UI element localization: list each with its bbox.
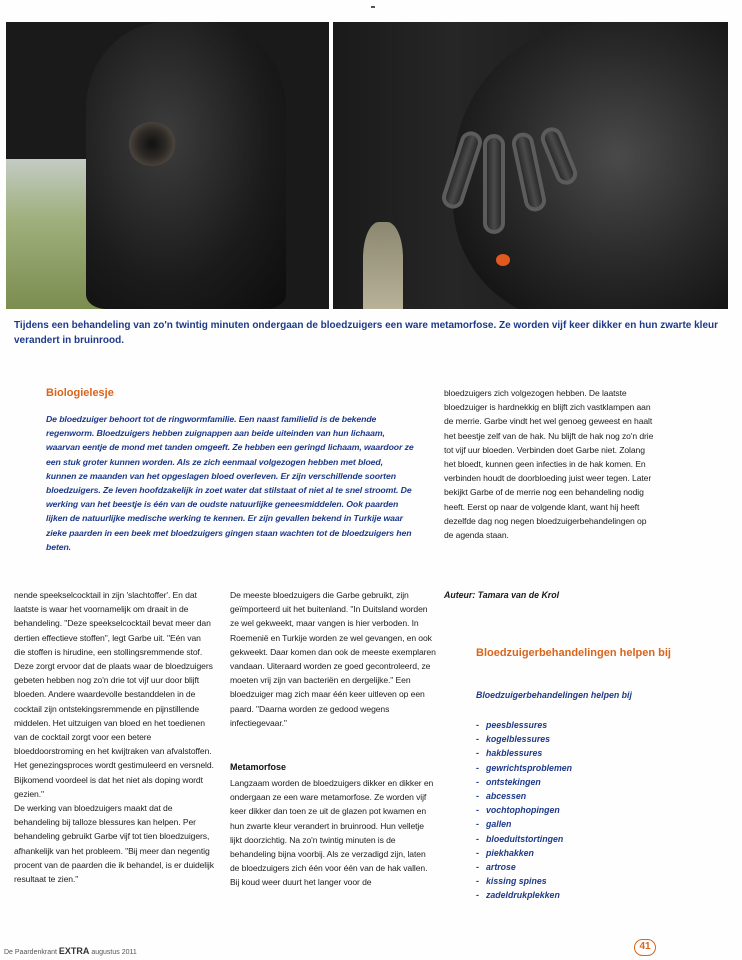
sidebar-bio-title: Biologielesje	[46, 387, 114, 399]
list-item: - piekhakken	[476, 847, 534, 858]
column-2-paragraph-1: De meeste bloedzuigers die Garbe gebruikt, zijn geïmporteerd uit het buitenland. "In Duitsland worden ze wel gekweekt, maar vangen is hier verboden. In Roemenië en Turkije worden ze wel gevangen, en ook gekweekt. Daar komen dan ook de meeste exemplaren vandaan. Uiteraard worden ze goed gecontroleerd, ze moeten vrij zijn van bacteriën en dergelijke." Een bloedzuiger mag zich maar één keer uitleven op een paard. "Daarna worden ze gedood wegens infectiegevaar."	[230, 590, 436, 728]
box-intro: Bloedzuigerbehandelingen helpen bij	[476, 690, 632, 700]
column-2-paragraph-2: Langzaam worden de bloedzuigers dikker en dikker en ondergaan ze een ware metamorfose. Ze worden vijf keer dikker dan toen ze uit de glazen pot kwamen en hun zwarte kleur verandert in bruinrood. Hun velletje lijkt doorzichtig. Na zo'n twintig minuten is de behandeling bijna voorbij. Als ze verzadigd zijn, laten de bloedzuigers zich één voor één van de hak vallen. Bij koud weer duurt het langer voor de	[230, 778, 434, 888]
list-item: - ontstekingen	[476, 776, 541, 787]
column-1-paragraph-2: De werking van bloedzuigers maakt dat de behandeling bij talloze blessures kan helpen. Per behandeling gebruikt Garbe vijf tot tien bloedzuigers, afhankelijk van het probleem. "Bij meer dan negentig procent van de paarden die ik behandel, is er duidelijk resultaat te zien."	[14, 803, 214, 885]
subheading-metamorfose: Metamorfose	[230, 762, 287, 772]
list-item: - vochtophopingen	[476, 805, 560, 816]
article-column-1	[14, 588, 214, 886]
list-item: - gewrichtsproblemen	[476, 762, 573, 773]
leech-2	[483, 134, 505, 234]
list-item: - gallen	[476, 819, 512, 830]
photo-wound	[128, 122, 176, 166]
footer-magazine: De Paardenkrant	[4, 949, 57, 956]
page-number: 41	[634, 939, 656, 956]
photo-horse-leg	[86, 22, 286, 309]
list-item: - artrose	[476, 862, 516, 873]
footer-extra: EXTRA	[58, 946, 90, 956]
photo-leeches-on-horse	[333, 22, 728, 309]
list-item: - bloeduitstortingen	[476, 833, 564, 844]
footer-date: augustus 2011	[91, 949, 137, 956]
list-item: - zadeldrukplekken	[476, 890, 560, 901]
article-column-2	[230, 588, 436, 730]
page-footer	[4, 946, 137, 956]
top-mark	[371, 6, 375, 8]
blood-drop	[496, 254, 510, 266]
list-item: - abcessen	[476, 791, 527, 802]
column-1-paragraph-1: nende speekselcocktail in zijn 'slachtoffer'. En dat laatste is waar het voornamelijk om draait in de behandeling. "Deze speekselcocktail bevat meer dan dertien effectieve stoffen", legt Garbe uit. "Eén van die stoffen is hirudine, een stollingsremmende stof. Deze zorgt ervoor dat de plaats waar de bloedzuigers gebeten hebben nog zo'n drie tot vijf uur door blijft bloeden. Andere waardevolle bestanddelen in de cocktail zijn ontstekingsremmende en pijnstillende middelen. Het uitzuigen van bloed en het toedienen van de cocktail zorgt voor een betere bloeddoorstroming en het kwijtraken van afvalstoffen. Het genezingsproces wordt gestimuleerd en versneld. Bijkomend voordeel is dat het niet als doping wordt gezien."	[14, 590, 214, 799]
photo-horse-leg-wound	[6, 22, 329, 309]
photo-background-object	[363, 222, 403, 309]
list-item: - kogelblessures	[476, 734, 551, 745]
photo-caption: Tijdens een behandeling van zo'n twintig minuten ondergaan de bloedzuigers een ware metamorfose. Ze worden vijf keer dikker en hun zwarte kleur verandert in bruinrood.	[14, 320, 719, 346]
box-title: Bloedzuigerbehandelingen helpen bij	[476, 647, 671, 659]
list-item: - hakblessures	[476, 748, 543, 759]
article-column-2-continued	[230, 776, 436, 890]
sidebar-bio-text: De bloedzuiger behoort tot de ringwormfamilie. Een naast familielid is de bekende regenworm. Bloedzuigers hebben zuignappen aan beide uiteinden van hun lichaam, waarvan eentje de mond met tanden omgeeft. Ze hebben een geringd lichaam, waardoor ze een stuk groter kunnen worden. Als ze zich eenmaal volgezogen hebben met bloed, kunnen ze maanden van het opgeslagen bloed overleven. Er zijn verschillende soorten bloedzuigers. Ze leven hoofdzakelijk in zoet water dat stilstaat of niet al te snel stroomt. De werking van het beestje is één van de oudste natuurlijke geneesmiddelen. Ook paarden lijken de natuurlijke medische werking te kennen. Er zijn gevallen bekend in Turkije waar zieke paarden in een beek met bloedzuigers gingen staan wachten tot de bloedzuigers hen beten.	[46, 414, 414, 552]
article-column-3	[444, 386, 654, 542]
list-item: - peesblessures	[476, 720, 548, 730]
column-3-paragraph-1: bloedzuigers zich volgezogen hebben. De laatste bloedzuiger is hardnekkig en blijft zich vastklampen aan de merrie. Garbe vindt het wel genoeg geweest en haalt het beestje zelf van de hak. Nu blijft de hak nog zo'n drie tot vijf uur bloeden. Verbinden doet Garbe niet. Zolang het bloedt, kunnen geen infecties in de hak komen. En verbinden houdt de doorbloeding juist weer tegen. Later bekijkt Garbe of de merrie nog een behandeling nodig heeft. Eerst op naar de volgende klant, want hij heeft dezelfde dag nog negen bloedzuigerbehandelingen op de agenda staan.	[444, 388, 654, 541]
box-list	[476, 718, 676, 903]
author-credit: Auteur: Tamara van de Krol	[444, 590, 560, 600]
list-item: - kissing spines	[476, 876, 547, 887]
